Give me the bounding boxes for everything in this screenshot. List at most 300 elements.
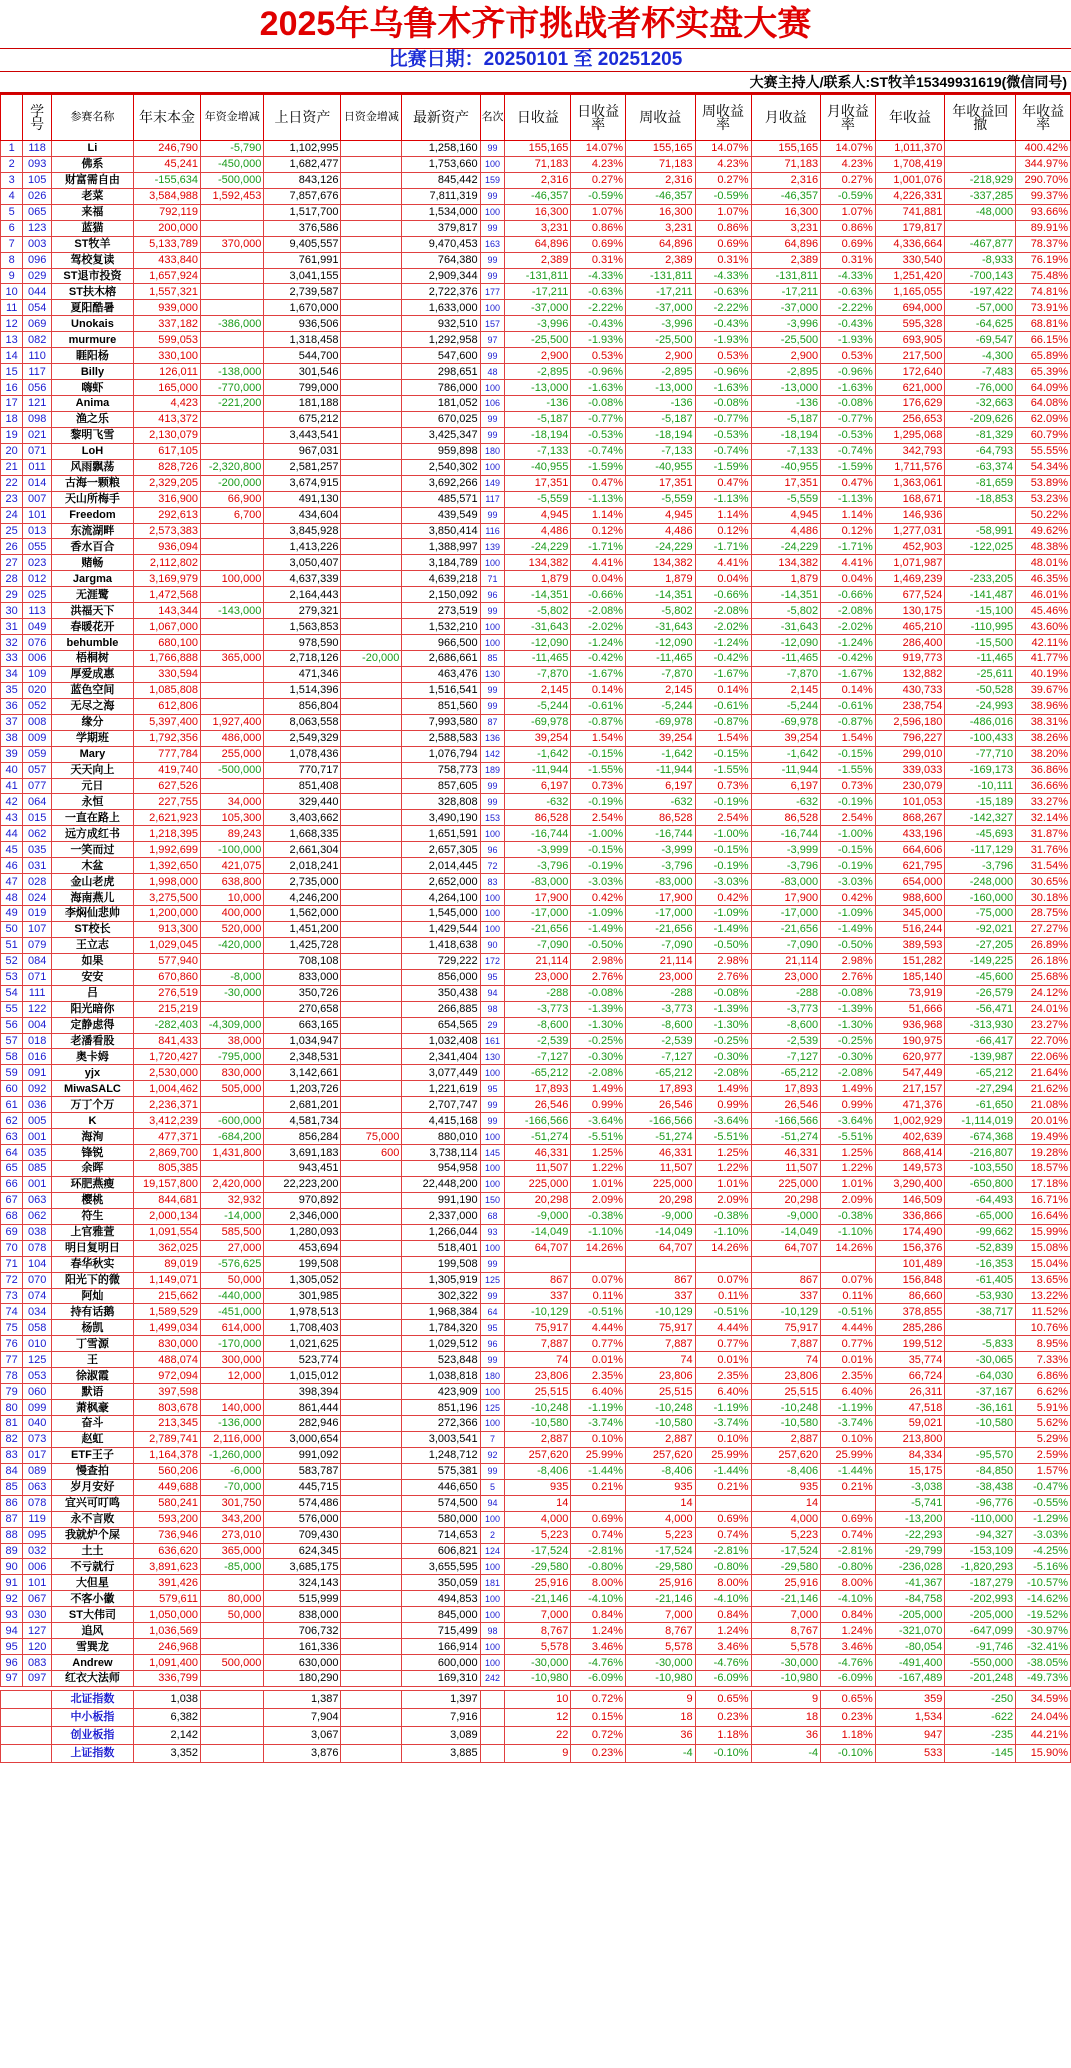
table-row bbox=[1, 985, 1071, 1001]
participant-name: 古海一颗粮 bbox=[51, 475, 133, 491]
rank-cell: 100 bbox=[480, 1176, 505, 1192]
year-change-cell: 80,000 bbox=[201, 1591, 264, 1607]
month-rate-cell: 2.35% bbox=[821, 1368, 876, 1384]
year-change-cell bbox=[201, 539, 264, 555]
prev-assets-cell: 833,000 bbox=[264, 969, 341, 985]
col-header-month-rate: 月收益率 bbox=[821, 95, 876, 141]
index-value: -622 bbox=[945, 1708, 1016, 1726]
month-rate-cell: 0.99% bbox=[821, 1097, 876, 1113]
day-profit-cell: 6,197 bbox=[505, 778, 571, 794]
table-row bbox=[1, 1527, 1071, 1543]
capital-cell: 45,241 bbox=[133, 156, 200, 172]
row-index: 37 bbox=[1, 714, 23, 730]
latest-assets-cell: 1,248,712 bbox=[402, 1447, 480, 1463]
year-change-cell bbox=[201, 635, 264, 651]
day-rate-cell: 1.07% bbox=[571, 204, 626, 220]
rank-cell: 100 bbox=[480, 459, 505, 475]
month-profit-cell: -14,351 bbox=[751, 587, 821, 603]
month-rate-cell: 4.41% bbox=[821, 555, 876, 571]
capital-cell: 227,755 bbox=[133, 794, 200, 810]
year-profit-cell: 132,882 bbox=[875, 666, 945, 682]
week-rate-cell: -0.19% bbox=[695, 858, 751, 874]
week-profit-cell: -3,773 bbox=[626, 1001, 696, 1017]
year-drawdown-cell: -63,374 bbox=[945, 459, 1016, 475]
participant-name: 奥卡姆 bbox=[51, 1049, 133, 1065]
day-profit-cell: -37,000 bbox=[505, 300, 571, 316]
table-row bbox=[1, 1081, 1071, 1097]
year-change-cell bbox=[201, 1623, 264, 1639]
capital-cell: 936,094 bbox=[133, 539, 200, 555]
day-profit-cell: 64,896 bbox=[505, 236, 571, 252]
day-rate-cell: 0.84% bbox=[571, 1607, 626, 1623]
day-profit-cell: 17,893 bbox=[505, 1081, 571, 1097]
week-profit-cell: 64,896 bbox=[626, 236, 696, 252]
prev-assets-cell: 663,165 bbox=[264, 1017, 341, 1033]
row-index: 58 bbox=[1, 1049, 23, 1065]
latest-assets-cell: 1,532,210 bbox=[402, 619, 480, 635]
day-profit-cell: -9,000 bbox=[505, 1208, 571, 1224]
latest-assets-cell: 1,968,384 bbox=[402, 1304, 480, 1320]
month-profit-cell: 14 bbox=[751, 1495, 821, 1511]
day-rate-cell: 2.54% bbox=[571, 810, 626, 826]
table-body bbox=[1, 141, 1071, 1763]
student-id: 125 bbox=[23, 1352, 52, 1368]
participant-name: Billy bbox=[51, 364, 133, 380]
capital-cell: 1,992,699 bbox=[133, 842, 200, 858]
row-index: 24 bbox=[1, 507, 23, 523]
row-index: 10 bbox=[1, 284, 23, 300]
index-value: 7,916 bbox=[402, 1708, 480, 1726]
day-profit-cell: -11,944 bbox=[505, 762, 571, 778]
year-change-cell: 638,800 bbox=[201, 874, 264, 890]
month-profit-cell: -9,000 bbox=[751, 1208, 821, 1224]
week-profit-cell: -8,406 bbox=[626, 1463, 696, 1479]
index-value: 533 bbox=[875, 1744, 945, 1762]
year-drawdown-cell: -57,000 bbox=[945, 300, 1016, 316]
day-rate-cell: -0.96% bbox=[571, 364, 626, 380]
capital-cell: 803,678 bbox=[133, 1400, 200, 1416]
row-index: 46 bbox=[1, 858, 23, 874]
student-id: 055 bbox=[23, 539, 52, 555]
rank-cell: 7 bbox=[480, 1431, 505, 1447]
index-value: 1,038 bbox=[133, 1690, 200, 1708]
week-rate-cell: 14.26% bbox=[695, 1240, 751, 1256]
day-change-cell bbox=[341, 1224, 402, 1240]
prev-assets-cell: 3,050,407 bbox=[264, 555, 341, 571]
year-rate-cell: 19.28% bbox=[1016, 1145, 1071, 1161]
month-profit-cell: -11,944 bbox=[751, 762, 821, 778]
month-profit-cell: -10,580 bbox=[751, 1416, 821, 1432]
rank-cell: 163 bbox=[480, 236, 505, 252]
latest-assets-cell: 3,692,266 bbox=[402, 475, 480, 491]
day-change-cell bbox=[341, 396, 402, 412]
participant-name: 萧枫豪 bbox=[51, 1400, 133, 1416]
day-change-cell bbox=[341, 1113, 402, 1129]
year-profit-cell: -321,070 bbox=[875, 1623, 945, 1639]
student-id: 118 bbox=[23, 141, 52, 157]
year-profit-cell: 172,640 bbox=[875, 364, 945, 380]
student-id: 035 bbox=[23, 842, 52, 858]
month-profit-cell: -65,212 bbox=[751, 1065, 821, 1081]
day-rate-cell: 6.40% bbox=[571, 1384, 626, 1400]
month-rate-cell: -1.55% bbox=[821, 762, 876, 778]
year-profit-cell: -41,367 bbox=[875, 1575, 945, 1591]
year-profit-cell: 146,936 bbox=[875, 507, 945, 523]
participant-name: 不客小徽 bbox=[51, 1591, 133, 1607]
day-change-cell bbox=[341, 969, 402, 985]
week-rate-cell: -0.59% bbox=[695, 188, 751, 204]
participant-name: 厚爱成惠 bbox=[51, 666, 133, 682]
year-rate-cell: 46.35% bbox=[1016, 571, 1071, 587]
year-drawdown-cell: -201,248 bbox=[945, 1671, 1016, 1687]
year-rate-cell: 10.76% bbox=[1016, 1320, 1071, 1336]
latest-assets-cell: 181,052 bbox=[402, 396, 480, 412]
day-profit-cell: -2,895 bbox=[505, 364, 571, 380]
row-index: 35 bbox=[1, 682, 23, 698]
page-title: 2025年乌鲁木齐市挑战者杯实盘大赛 bbox=[259, 5, 812, 43]
col-header-rank: 名次 bbox=[480, 95, 505, 141]
year-drawdown-cell: -110,995 bbox=[945, 619, 1016, 635]
year-drawdown-cell: -45,693 bbox=[945, 826, 1016, 842]
month-rate-cell: -6.09% bbox=[821, 1671, 876, 1687]
week-rate-cell: -1.63% bbox=[695, 380, 751, 396]
latest-assets-cell: 880,010 bbox=[402, 1129, 480, 1145]
year-drawdown-cell: -15,100 bbox=[945, 603, 1016, 619]
index-value: -250 bbox=[945, 1690, 1016, 1708]
year-drawdown-cell: -122,025 bbox=[945, 539, 1016, 555]
month-rate-cell: -0.61% bbox=[821, 698, 876, 714]
rank-cell: 189 bbox=[480, 762, 505, 778]
day-profit-cell bbox=[505, 1256, 571, 1272]
year-rate-cell: -4.25% bbox=[1016, 1543, 1071, 1559]
prev-assets-cell: 324,143 bbox=[264, 1575, 341, 1591]
day-rate-cell: -0.42% bbox=[571, 651, 626, 667]
week-profit-cell: 74 bbox=[626, 1352, 696, 1368]
index-value: 12 bbox=[505, 1708, 571, 1726]
year-profit-cell: 1,071,987 bbox=[875, 555, 945, 571]
latest-assets-cell: 786,000 bbox=[402, 380, 480, 396]
rank-cell: 116 bbox=[480, 523, 505, 539]
day-profit-cell: -10,580 bbox=[505, 1416, 571, 1432]
student-id: 034 bbox=[23, 1304, 52, 1320]
day-profit-cell: 7,887 bbox=[505, 1336, 571, 1352]
year-drawdown-cell: -16,353 bbox=[945, 1256, 1016, 1272]
week-profit-cell: -31,643 bbox=[626, 619, 696, 635]
rank-cell: 153 bbox=[480, 810, 505, 826]
rank-cell: 99 bbox=[480, 348, 505, 364]
row-index: 66 bbox=[1, 1176, 23, 1192]
latest-assets-cell: 547,600 bbox=[402, 348, 480, 364]
latest-assets-cell: 966,500 bbox=[402, 635, 480, 651]
year-drawdown-cell: -550,000 bbox=[945, 1655, 1016, 1671]
latest-assets-cell: 575,381 bbox=[402, 1463, 480, 1479]
rank-cell: 99 bbox=[480, 778, 505, 794]
row-index: 81 bbox=[1, 1416, 23, 1432]
row-index: 8 bbox=[1, 252, 23, 268]
year-drawdown-cell: -10,111 bbox=[945, 778, 1016, 794]
year-rate-cell: 30.65% bbox=[1016, 874, 1071, 890]
index-value bbox=[341, 1744, 402, 1762]
year-profit-cell: 1,251,420 bbox=[875, 268, 945, 284]
student-id: 023 bbox=[23, 555, 52, 571]
prev-assets-cell: 282,946 bbox=[264, 1416, 341, 1432]
year-profit-cell: 402,639 bbox=[875, 1129, 945, 1145]
capital-cell: 1,657,924 bbox=[133, 268, 200, 284]
year-profit-cell: 174,490 bbox=[875, 1224, 945, 1240]
index-value: 0.15% bbox=[571, 1708, 626, 1726]
rank-cell: 71 bbox=[480, 571, 505, 587]
day-profit-cell: -131,811 bbox=[505, 268, 571, 284]
rank-cell: 96 bbox=[480, 1336, 505, 1352]
day-rate-cell: 4.44% bbox=[571, 1320, 626, 1336]
year-rate-cell: 54.34% bbox=[1016, 459, 1071, 475]
year-profit-cell: 595,328 bbox=[875, 316, 945, 332]
year-drawdown-cell: -100,433 bbox=[945, 730, 1016, 746]
rank-cell: 100 bbox=[480, 635, 505, 651]
prev-assets-cell: 2,735,000 bbox=[264, 874, 341, 890]
month-profit-cell: 6,197 bbox=[751, 778, 821, 794]
year-drawdown-cell: -5,833 bbox=[945, 1336, 1016, 1352]
capital-cell: 5,397,400 bbox=[133, 714, 200, 730]
day-change-cell bbox=[341, 1352, 402, 1368]
day-profit-cell: 74 bbox=[505, 1352, 571, 1368]
latest-assets-cell: 266,885 bbox=[402, 1001, 480, 1017]
latest-assets-cell: 2,657,305 bbox=[402, 842, 480, 858]
rank-cell: 5 bbox=[480, 1479, 505, 1495]
year-rate-cell: 38.96% bbox=[1016, 698, 1071, 714]
participant-name: 赵虹 bbox=[51, 1431, 133, 1447]
latest-assets-cell: 1,633,000 bbox=[402, 300, 480, 316]
year-drawdown-cell: -650,800 bbox=[945, 1176, 1016, 1192]
prev-assets-cell: 491,130 bbox=[264, 491, 341, 507]
day-change-cell bbox=[341, 1208, 402, 1224]
week-rate-cell: -0.08% bbox=[695, 985, 751, 1001]
year-drawdown-cell: -218,929 bbox=[945, 172, 1016, 188]
table-row bbox=[1, 1447, 1071, 1463]
month-profit-cell: 39,254 bbox=[751, 730, 821, 746]
month-rate-cell: 0.74% bbox=[821, 1527, 876, 1543]
year-profit-cell: 1,363,061 bbox=[875, 475, 945, 491]
day-profit-cell: -1,642 bbox=[505, 746, 571, 762]
prev-assets-cell: 630,000 bbox=[264, 1655, 341, 1671]
day-rate-cell: 4.41% bbox=[571, 555, 626, 571]
year-change-cell: 12,000 bbox=[201, 1368, 264, 1384]
month-profit-cell: 2,389 bbox=[751, 252, 821, 268]
week-rate-cell: -3.74% bbox=[695, 1416, 751, 1432]
month-rate-cell: -4.76% bbox=[821, 1655, 876, 1671]
year-rate-cell: 22.06% bbox=[1016, 1049, 1071, 1065]
month-rate-cell: 2.09% bbox=[821, 1192, 876, 1208]
capital-cell: 1,091,554 bbox=[133, 1224, 200, 1240]
week-rate-cell: 0.07% bbox=[695, 1272, 751, 1288]
week-profit-cell: -17,524 bbox=[626, 1543, 696, 1559]
year-profit-cell: 677,524 bbox=[875, 587, 945, 603]
rank-cell: 99 bbox=[480, 698, 505, 714]
month-rate-cell: -4.10% bbox=[821, 1591, 876, 1607]
capital-cell: 2,789,741 bbox=[133, 1431, 200, 1447]
table-row bbox=[1, 826, 1071, 842]
year-change-cell: 1,592,453 bbox=[201, 188, 264, 204]
year-profit-cell: 238,754 bbox=[875, 698, 945, 714]
week-profit-cell: 2,316 bbox=[626, 172, 696, 188]
year-change-cell: -1,260,000 bbox=[201, 1447, 264, 1463]
prev-assets-cell: 1,021,625 bbox=[264, 1336, 341, 1352]
day-rate-cell: 0.27% bbox=[571, 172, 626, 188]
row-index: 89 bbox=[1, 1543, 23, 1559]
rank-cell: 95 bbox=[480, 1081, 505, 1097]
rank-cell: 98 bbox=[480, 1623, 505, 1639]
student-id: 025 bbox=[23, 587, 52, 603]
week-profit-cell: -11,465 bbox=[626, 651, 696, 667]
student-id: 052 bbox=[23, 698, 52, 714]
table-row bbox=[1, 1065, 1071, 1081]
day-rate-cell: -0.74% bbox=[571, 443, 626, 459]
year-drawdown-cell: -61,405 bbox=[945, 1272, 1016, 1288]
year-change-cell: -500,000 bbox=[201, 762, 264, 778]
table-row bbox=[1, 1384, 1071, 1400]
day-profit-cell: -83,000 bbox=[505, 874, 571, 890]
day-rate-cell: 4.23% bbox=[571, 156, 626, 172]
index-value: 1,534 bbox=[875, 1708, 945, 1726]
index-value: -235 bbox=[945, 1726, 1016, 1744]
week-profit-cell: 337 bbox=[626, 1288, 696, 1304]
latest-assets-cell: 991,190 bbox=[402, 1192, 480, 1208]
year-rate-cell: 2.59% bbox=[1016, 1447, 1071, 1463]
student-id: 003 bbox=[23, 236, 52, 252]
day-rate-cell: -2.08% bbox=[571, 1065, 626, 1081]
year-change-cell: 585,500 bbox=[201, 1224, 264, 1240]
index-value bbox=[480, 1708, 505, 1726]
year-profit-cell: 156,376 bbox=[875, 1240, 945, 1256]
capital-cell: 1,200,000 bbox=[133, 906, 200, 922]
row-index: 69 bbox=[1, 1224, 23, 1240]
day-profit-cell: -10,980 bbox=[505, 1671, 571, 1687]
student-id: 082 bbox=[23, 332, 52, 348]
capital-cell: 5,133,789 bbox=[133, 236, 200, 252]
month-rate-cell: -0.51% bbox=[821, 1304, 876, 1320]
year-rate-cell: -19.52% bbox=[1016, 1607, 1071, 1623]
day-rate-cell: -1.44% bbox=[571, 1463, 626, 1479]
month-rate-cell: 0.21% bbox=[821, 1479, 876, 1495]
table-row bbox=[1, 1224, 1071, 1240]
latest-assets-cell: 3,655,595 bbox=[402, 1559, 480, 1575]
table-row bbox=[1, 364, 1071, 380]
day-rate-cell: -0.77% bbox=[571, 411, 626, 427]
prev-assets-cell: 9,405,557 bbox=[264, 236, 341, 252]
prev-assets-cell: 851,408 bbox=[264, 778, 341, 794]
day-profit-cell: -31,643 bbox=[505, 619, 571, 635]
capital-cell: 1,085,808 bbox=[133, 682, 200, 698]
year-change-cell: 2,116,000 bbox=[201, 1431, 264, 1447]
week-profit-cell: 4,945 bbox=[626, 507, 696, 523]
year-rate-cell: -32.41% bbox=[1016, 1639, 1071, 1655]
year-drawdown-cell: -202,993 bbox=[945, 1591, 1016, 1607]
month-rate-cell: -0.96% bbox=[821, 364, 876, 380]
year-change-cell: -100,000 bbox=[201, 842, 264, 858]
month-profit-cell: 155,165 bbox=[751, 141, 821, 157]
week-profit-cell: -13,000 bbox=[626, 380, 696, 396]
prev-assets-cell: 350,726 bbox=[264, 985, 341, 1001]
day-change-cell bbox=[341, 953, 402, 969]
day-profit-cell: 225,000 bbox=[505, 1176, 571, 1192]
year-rate-cell: 46.01% bbox=[1016, 587, 1071, 603]
participant-name: 财富需自由 bbox=[51, 172, 133, 188]
year-rate-cell: 41.77% bbox=[1016, 651, 1071, 667]
day-change-cell bbox=[341, 172, 402, 188]
year-drawdown-cell: -139,987 bbox=[945, 1049, 1016, 1065]
day-rate-cell: -0.50% bbox=[571, 937, 626, 953]
week-profit-cell: -65,212 bbox=[626, 1065, 696, 1081]
rank-cell: 99 bbox=[480, 1352, 505, 1368]
day-rate-cell: -0.63% bbox=[571, 284, 626, 300]
month-profit-cell: -51,274 bbox=[751, 1129, 821, 1145]
student-id: 005 bbox=[23, 1113, 52, 1129]
year-change-cell: 50,000 bbox=[201, 1272, 264, 1288]
week-profit-cell: 3,231 bbox=[626, 220, 696, 236]
year-change-cell: -138,000 bbox=[201, 364, 264, 380]
day-change-cell bbox=[341, 1400, 402, 1416]
day-rate-cell: -1.24% bbox=[571, 635, 626, 651]
month-profit-cell: 25,916 bbox=[751, 1575, 821, 1591]
student-id: 062 bbox=[23, 1208, 52, 1224]
year-change-cell: 2,420,000 bbox=[201, 1176, 264, 1192]
prev-assets-cell: 2,661,304 bbox=[264, 842, 341, 858]
table-row bbox=[1, 380, 1071, 396]
year-profit-cell: -167,489 bbox=[875, 1671, 945, 1687]
rank-cell: 125 bbox=[480, 1272, 505, 1288]
week-profit-cell: -7,870 bbox=[626, 666, 696, 682]
year-drawdown-cell: -50,528 bbox=[945, 682, 1016, 698]
month-profit-cell: 64,707 bbox=[751, 1240, 821, 1256]
student-id: 001 bbox=[23, 1129, 52, 1145]
day-change-cell bbox=[341, 1288, 402, 1304]
rank-cell: 177 bbox=[480, 284, 505, 300]
participant-name: 王立志 bbox=[51, 937, 133, 953]
table-row bbox=[1, 300, 1071, 316]
participant-name: 红衣大法师 bbox=[51, 1671, 133, 1687]
year-drawdown-cell bbox=[945, 555, 1016, 571]
table-row bbox=[1, 937, 1071, 953]
capital-cell: 593,200 bbox=[133, 1511, 200, 1527]
month-profit-cell: -11,465 bbox=[751, 651, 821, 667]
capital-cell: 488,074 bbox=[133, 1352, 200, 1368]
month-profit-cell: -288 bbox=[751, 985, 821, 1001]
capital-cell: 246,968 bbox=[133, 1639, 200, 1655]
prev-assets-cell: 1,562,000 bbox=[264, 906, 341, 922]
day-change-cell bbox=[341, 826, 402, 842]
month-rate-cell: -3.64% bbox=[821, 1113, 876, 1129]
month-profit-cell: 2,900 bbox=[751, 348, 821, 364]
index-value: -145 bbox=[945, 1744, 1016, 1762]
week-profit-cell: 225,000 bbox=[626, 1176, 696, 1192]
capital-cell: 19,157,800 bbox=[133, 1176, 200, 1192]
year-drawdown-cell: -15,500 bbox=[945, 635, 1016, 651]
table-row bbox=[1, 188, 1071, 204]
week-rate-cell: 0.53% bbox=[695, 348, 751, 364]
year-rate-cell: -10.57% bbox=[1016, 1575, 1071, 1591]
year-drawdown-cell: -36,161 bbox=[945, 1400, 1016, 1416]
year-profit-cell: -236,028 bbox=[875, 1559, 945, 1575]
day-profit-cell: 7,000 bbox=[505, 1607, 571, 1623]
participant-name: 渔之乐 bbox=[51, 411, 133, 427]
week-rate-cell: 0.04% bbox=[695, 571, 751, 587]
participant-name: MiwaSALC bbox=[51, 1081, 133, 1097]
month-rate-cell: 6.40% bbox=[821, 1384, 876, 1400]
row-index: 71 bbox=[1, 1256, 23, 1272]
prev-assets-cell: 3,685,175 bbox=[264, 1559, 341, 1575]
index-value: 34.59% bbox=[1016, 1690, 1071, 1708]
day-change-cell bbox=[341, 858, 402, 874]
